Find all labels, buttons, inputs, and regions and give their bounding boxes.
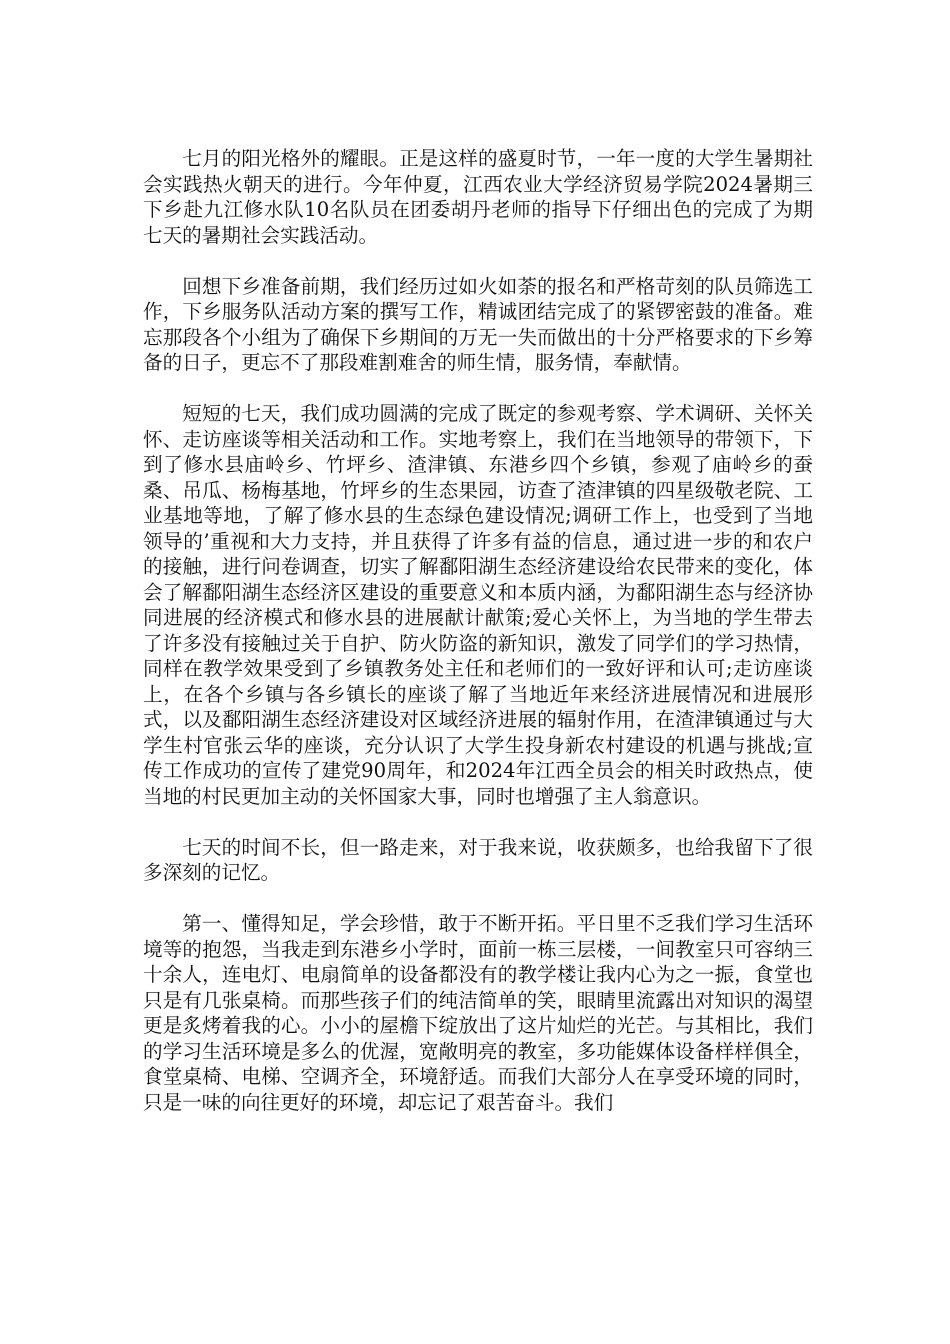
paragraph-3: 短短的七天，我们成功圆满的完成了既定的参观考察、学术调研、关怀关怀、走访座谈等相关活动和工作。实地考察上，我们在当地领导的带领下，下到了修水县庙岭乡、竹坪乡、渣津镇、东港乡四个乡镇，参观了庙岭乡的蚕桑、吊瓜、杨梅基地，竹坪乡的生态果园，访查了渣津镇的四星级敬老院、工业基地等地，了解了修水县的生态绿色建设情况;调研工作上，也受到了当地领导的’重视和大力支持，并且获得了许多有益的信息，通过进一步的和农户的接触，进行问卷调查，切实了解鄱阳湖生态经济建设给农民带来的变化，体会了解鄱阳湖生态经济区建设的重要意义和本质内涵，为鄱阳湖生态与经济协同进展的经济模式和修水县的进展献计献策;爱心关怀上，为当地的学生带去了许多没有接触过关于自护、防火防盗的新知识，激发了同学们的学习热情，同样在教学效果受到了乡镇教务处主任和老师们的一致好评和认可;走访座谈上，在各个乡镇与各乡镇长的座谈了解了当地近年来经济进展情况和进展形式，以及鄱阳湖生态经济建设对区域经济进展的辐射作用，在渣津镇通过与大学生村官张云华的座谈，充分认识了大学生投身新农村建设的机遇与挑战;宣传工作成功的宣传了建党90周年，和2024年江西全员会的相关时政热点，使当地的村民更加主动的关怀国家大事，同时也增强了主人翁意识。: [143, 402, 813, 808]
document-body: [143, 146, 813, 1115]
paragraph-4: 七天的时间不长，但一路走来，对于我来说，收获颇多，也给我留下了很多深刻的记忆。: [143, 835, 813, 884]
paragraph-1: 七月的阳光格外的耀眼。正是这样的盛夏时节，一年一度的大学生暑期社会实践热火朝天的进行。今年仲夏，江西农业大学经济贸易学院2024暑期三下乡赴九江修水队10名队员在团委胡丹老师的指导下仔细出色的完成了为期七天的暑期社会实践活动。: [143, 147, 813, 247]
paragraph-2: 回想下乡准备前期，我们经历过如火如荼的报名和严格苛刻的队员筛选工作，下乡服务队活动方案的撰写工作，精诚团结完成了的紧锣密鼓的准备。难忘那段各个小组为了确保下乡期间的万无一失而做出的十分严格要求的下乡筹备的日子，更忘不了那段难割难舍的师生情，服务情，奉献情。: [143, 274, 813, 374]
paragraph-5: 第一、懂得知足，学会珍惜，敢于不断开拓。平日里不乏我们学习生活环境等的抱怨，当我走到东港乡小学时，面前一栋三层楼，一间教室只可容纳三十余人，连电灯、电扇简单的设备都没有的教学楼让我内心为之一振，食堂也只是有几张桌椅。而那些孩子们的纯洁简单的笑，眼睛里流露出对知识的渴望更是炙烤着我的心。小小的屋檐下绽放出了这片灿烂的光芒。与其相比，我们的学习生活环境是多么的优渥，宽敞明亮的教室，多功能媒体设备样样俱全，食堂桌椅、电梯、空调齐全，环境舒适。而我们大部分人在享受环境的同时，只是一味的向往更好的环境，却忘记了艰苦奋斗。我们: [143, 912, 813, 1114]
